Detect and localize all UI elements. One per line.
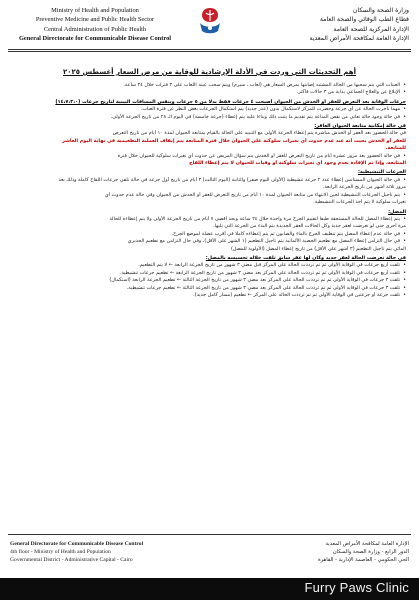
document-body (14, 82, 406, 530)
watermark-bar (0, 578, 419, 600)
ministry-name-en: Ministry of Health and Population (51, 7, 139, 14)
footer-floor-en: 4th floor - Ministry of Health and Population (10, 549, 111, 555)
body-line: • مهما تأخرت الحالة عن أي جرعة وحضرت للمركز لاستكمال بدون (عذر جديد) يتم استكمال الجرعات بغض النظر عن فترة الغياب. (14, 106, 406, 113)
body-line: مرور ثلاثة أشهر من تاريخ الجرعة الرابعة. (322, 184, 406, 191)
section-heading: جرعات الوقاية بعد التعرض للعقر أو الخدش من الحيوان أصبحت ٤ جرعات فقط بدلا من ٥ جرعات وبنفس المسافات البينية لتاريخ جرعات (١٤،٧،٣،٠) (55, 98, 406, 105)
body-line: • العينات التي يتم سحبها من الحالة المشتبه إصابتها بمرض السعار هي (لعاب ، سيرم) ويتم سحب عينة اللعاب على ٣ فترات خلال ٢٤ ساعة. (14, 82, 406, 89)
footer-district-ar: الحي الحكومي - العاصمة الإدارية - القاهرة (317, 557, 409, 563)
body-line: للمتابعة. (385, 145, 406, 152)
section-heading: في حالة إمكانية متابعة الحيوان العاقر: (314, 123, 406, 130)
body-line: في حالة الحضور بعد العقر أو الخدش مباشرة يتم إعطاء الجرعة الأولى مع التنبيه على الحالة بالقيام بمتابعة الحيوان لمدة ١٠ أيام من تاريخ التعرض (112, 130, 406, 137)
header-rule (8, 49, 411, 50)
body-line: • في حالة الحيوان المستأنس إعطاء عدد ٢ جرعة تنشيطية (الأولى اليوم صفر) والثانية (اليوم الثالث) ٣ أيام من تاريخ أول جرعة في حالة تلقي جرعات اللقاح كاملة وذلك بعد (14, 177, 406, 184)
footer-directorate-en: General Directorate for Communicable Disease Control (10, 541, 144, 547)
body-line: • يتم تأجيل الجرعات التنشيطية لحين الانتهاء من متابعة الحيوان لمدة ١٠ أيام من تاريخ التعرض للعقر أو الخدش من الحيوان وفي حالة عدم حدوث أي (14, 192, 406, 199)
body-line: • في حال التزامن إعطاء المصل مع تطعيم الحصبة الألمانية يتم تأجيل التطعيم (١ الشهر على الأقل)، وفي حال التزامن مع تطعيم الجديري (14, 238, 406, 245)
footer-floor-ar: الدور الرابع - وزارة الصحة والسكان (332, 549, 409, 555)
section-heading: في حالة تعرضت الحالة لعقر جديد وكان لها عقر سابق تلقت خلاله تحسيسه بالمصل: (205, 254, 406, 261)
body-line: مرة أخرى حتى لو تعرضت لعقر جديد وكل الحالات العقر الجديدة يتم البدء من الجرعة التي تليها. (213, 223, 406, 230)
body-line: • تلقت أربع جرعات في الوقاية الأولى ثم تم ترددت الحالة على المركز قبل مضي ٣ شهور من تاريخ الجرعة الرابعة ← لا يتم التطعيم. (14, 262, 406, 269)
body-line: • تلقت ٣ جرعات في الوقاية الأولى ثم تم ترددت الحالة على المركز بعد مضي ٣ شهور من تاريخ الجرعة الثالثة ← تطعيم جرعات تنشيطية. (14, 285, 406, 292)
footer-arabic (318, 540, 409, 564)
document-title: أهم التحديثات التي وردت في الأدلة الإرشادية للوقاية من مرض السعار أغسطس ٢٠٢٥ (62, 68, 357, 76)
letterhead (0, 0, 419, 64)
body-line: • في حالة وجود حالة تعاني من نقص المناعة يتم تقديم ما يثبت ذلك وبناءا عليه يتم إعطاء (جرعة خامسة) في اليوم الـ ٢٨ من تاريخ الجرعة الأولى. (14, 114, 406, 121)
body-line: • يتم إعطاء المصل للحالة المستحقة طبقا لتقييم الجرح مرة واحدة خلال ٢٤ ساعة وبحد أقصى ٧ أيام من تاريخ الجرعة الأولى ولا يتم إعطاءه للحالة (14, 216, 406, 223)
body-line: • في حالة عدم إعطاء المصل يتم تنظيف الجرح بالماء والصابون ثم يتم إعطاءه كاملا في أقرب عضلة لموضع الجرح. (14, 231, 406, 238)
footer-directorate-ar: الإدارة العامة لمكافحة الأمراض المعدية (325, 541, 409, 547)
section-heading: المصل: (388, 208, 406, 215)
header-rule-secondary (8, 51, 411, 52)
directorate-name-en: General Directorate for Communicable Disease Control (18, 35, 172, 43)
administration-name-ar: الإدارة المركزية للصحة العامة (333, 25, 409, 33)
body-line: المائي يتم تأجيل التطعيم (٣ أشهر على الأقل) من تاريخ إعطاء المصل (الأولوية للمصل) (230, 245, 406, 252)
letterhead-arabic (249, 6, 409, 44)
body-line: تغيرات سلوكية لا يتم أخذ الجرعات التنشيطية. (313, 199, 406, 206)
ministry-logo-icon (196, 6, 224, 36)
section-heading: الجرعات التنشيطية: (357, 169, 406, 176)
ministry-name-ar: وزارة الصحة والسكان (352, 7, 409, 14)
body-line: • في حالة الحضور بعد مرور عشرة أيام من تاريخ التعرض للعقر أو الخدش يتم سؤال المريض عن حدوث أي تغيرات سلوكية للحيوان خلال فترة (14, 153, 406, 160)
footer-english (10, 540, 143, 564)
footer-rule (8, 534, 411, 535)
body-line: • تلقت جرعة أو جرعتين في الوقاية الأولى ثم تم ترددت الحالة على المركز ← تطعيم (مسار كامل جديد). (14, 292, 406, 299)
body-line: للعقر أو الخدش بحيث أنه عند عدم حدوث أي تغيرات سلوكية على الحيوان خلال فترة المتابعة يتم إيقاف العملية التطعيمية في نهاية اليوم العاشر (62, 137, 406, 144)
sector-name-en: Preventive Medicine and Public Health Sector (35, 16, 155, 24)
letter-footer (0, 532, 419, 578)
body-line: • الإبلاغ عن والعلاج الجماعي بداية من ٣ حالات فأكثر. (14, 89, 406, 96)
clinic-watermark: Furry Paws Clinic (304, 580, 409, 595)
body-line: المتابعة، وإذا تم الإفادة بعدم وجود أي تغيرات سلوكية أو وفيات للحيوان لا يتم إعطاء اللقاح (189, 160, 406, 167)
body-line: • تلقت أربع جرعات في الوقاية الأولى ثم تم ترددت الحالة على المركز بعد مضي ٣ شهور من تاريخ الجرعة الرابعة ← تطعيم جرعات تنشيطية. (14, 270, 406, 277)
footer-district-en: Governmental District - Administrative Capital - Cairo (10, 557, 133, 563)
administration-name-en: Central Administration of Public Health (43, 25, 147, 33)
letterhead-english (10, 6, 180, 44)
directorate-name-ar: الإدارة العامة لمكافحة الأمراض المعدية (309, 35, 409, 43)
sector-name-ar: قطاع الطب الوقائي والصحة العامة (319, 16, 409, 24)
body-line: • تلقت ٣ جرعات في الوقاية الأولى ثم تم ترددت الحالة على المركز بعد مضي ٣ شهور من تاريخ الجرعة الثالثة ← تطعيم الجرعة الرابعة (استكمال) (14, 277, 406, 284)
